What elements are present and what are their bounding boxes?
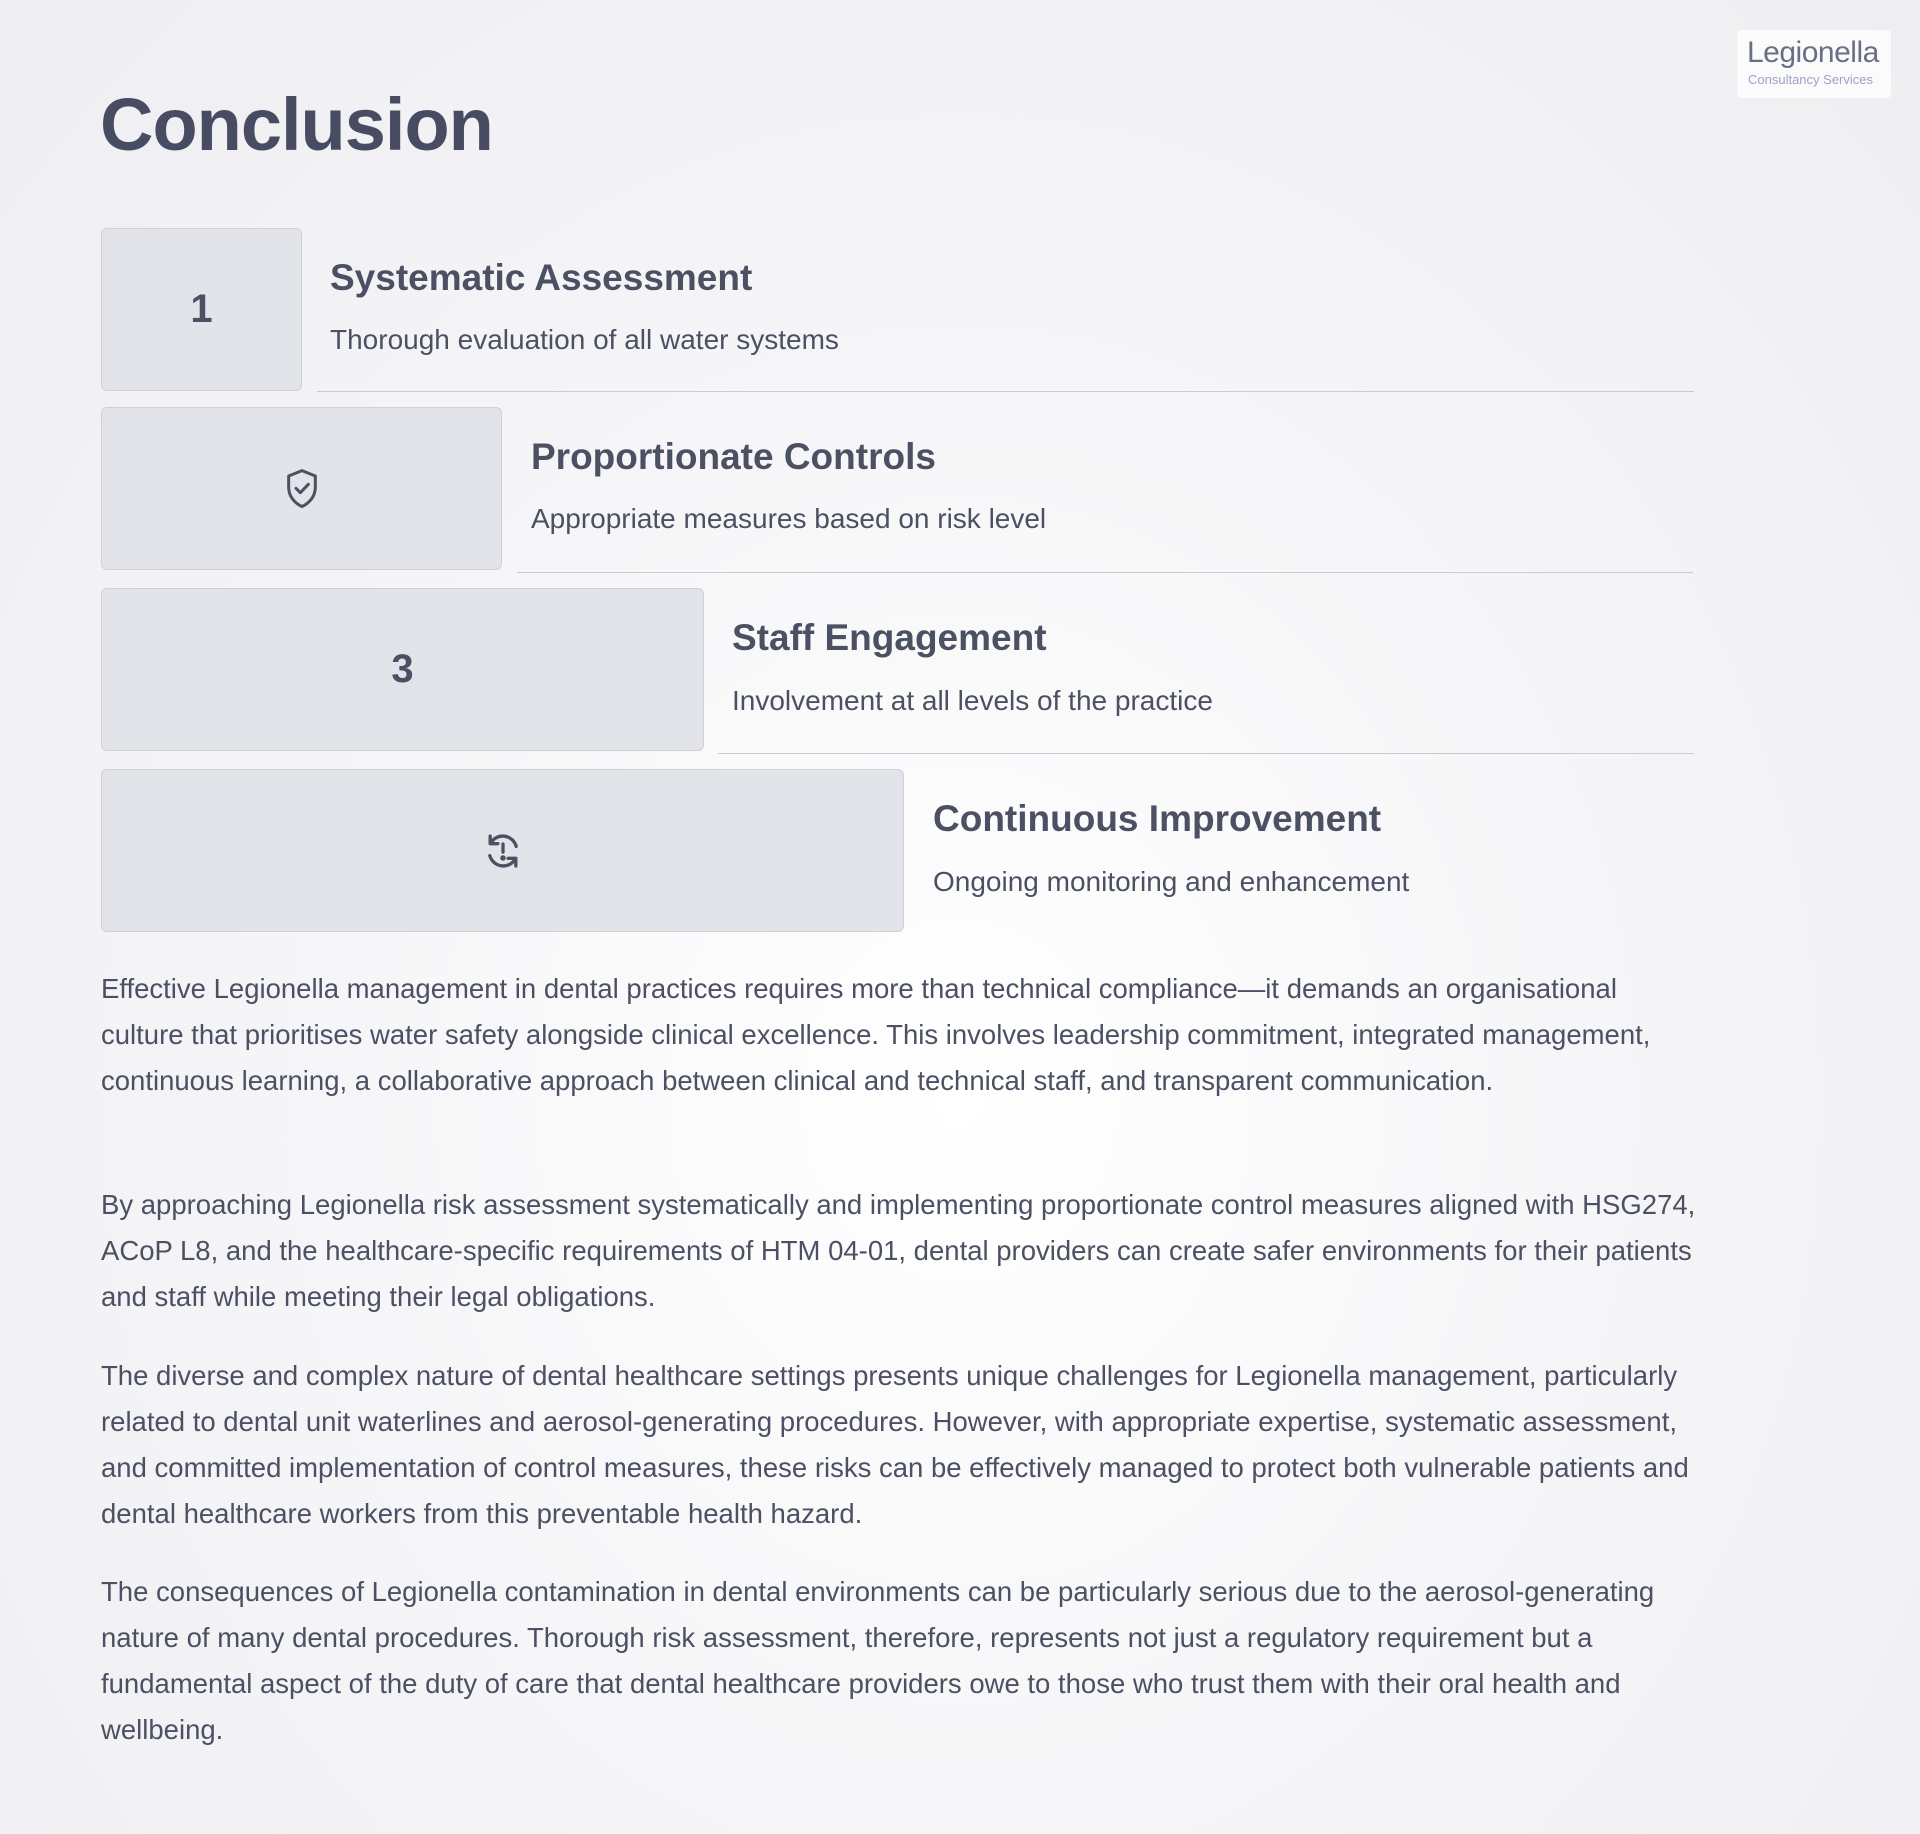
step-3-description: Involvement at all levels of the practice: [732, 685, 1213, 716]
step-3-divider: [718, 753, 1694, 754]
paragraph-2: By approaching Legionella risk assessment systematically and implementing proportionate control measures aligned with HSG274, ACoP L8, and the healthcare-specific requirements of HTM 04-01, dental providers can create safer environments for their patients and staff while meeting their legal obligations.: [101, 1189, 1696, 1312]
step-1-number: 1: [190, 287, 213, 331]
step-3-title: Staff Engagement: [732, 617, 1047, 658]
paragraph-1: Effective Legionella management in dental practices requires more than technical compliance—it demands an organisational culture that prioritises water safety alongside clinical excellence. This involves leadership commitment, integrated management, continuous learning, a collaborative approach between clinical and technical staff, and transparent communication.: [101, 973, 1651, 1096]
step-1-divider: [317, 391, 1694, 392]
step-2-title: Proportionate Controls: [531, 436, 936, 477]
paragraph-3: The diverse and complex nature of dental healthcare settings presents unique challenges for Legionella management, particularly related to dental unit waterlines and aerosol-generating procedures. However, with appropriate expertise, systematic assessment, and committed implementation of control measures, these risks can be effectively managed to protect both vulnerable patients and dental healthcare workers from this preventable health hazard.: [101, 1360, 1689, 1529]
shield-check-icon: [282, 467, 322, 511]
step-4-title: Continuous Improvement: [933, 798, 1382, 839]
step-4-description: Ongoing monitoring and enhancement: [933, 866, 1410, 897]
step-3-marker-box: [101, 588, 704, 751]
step-2-description: Appropriate measures based on risk level: [531, 503, 1047, 534]
step-1-marker-box: [101, 228, 302, 391]
step-2-marker-box: [101, 407, 502, 570]
paragraph-4: The consequences of Legionella contamination in dental environments can be particularly serious due to the aerosol-generating nature of many dental procedures. Thorough risk assessment, therefore, represents not just a regulatory requirement but a fundamental aspect of the duty of care that dental healthcare providers owe to those who trust them with their oral health and wellbeing.: [101, 1576, 1655, 1745]
logo-tagline: Consultancy Services: [1748, 72, 1873, 87]
step-1-description: Thorough evaluation of all water systems: [330, 324, 839, 355]
logo-name: Legionella: [1747, 36, 1879, 69]
step-2-divider: [517, 572, 1693, 573]
step-4-marker-box: [101, 769, 904, 932]
refresh-alert-icon: [481, 829, 525, 873]
step-3-number: 3: [391, 647, 414, 691]
page-title: Conclusion: [100, 83, 493, 166]
step-1-title: Systematic Assessment: [330, 257, 753, 298]
company-logo: [1737, 30, 1891, 98]
